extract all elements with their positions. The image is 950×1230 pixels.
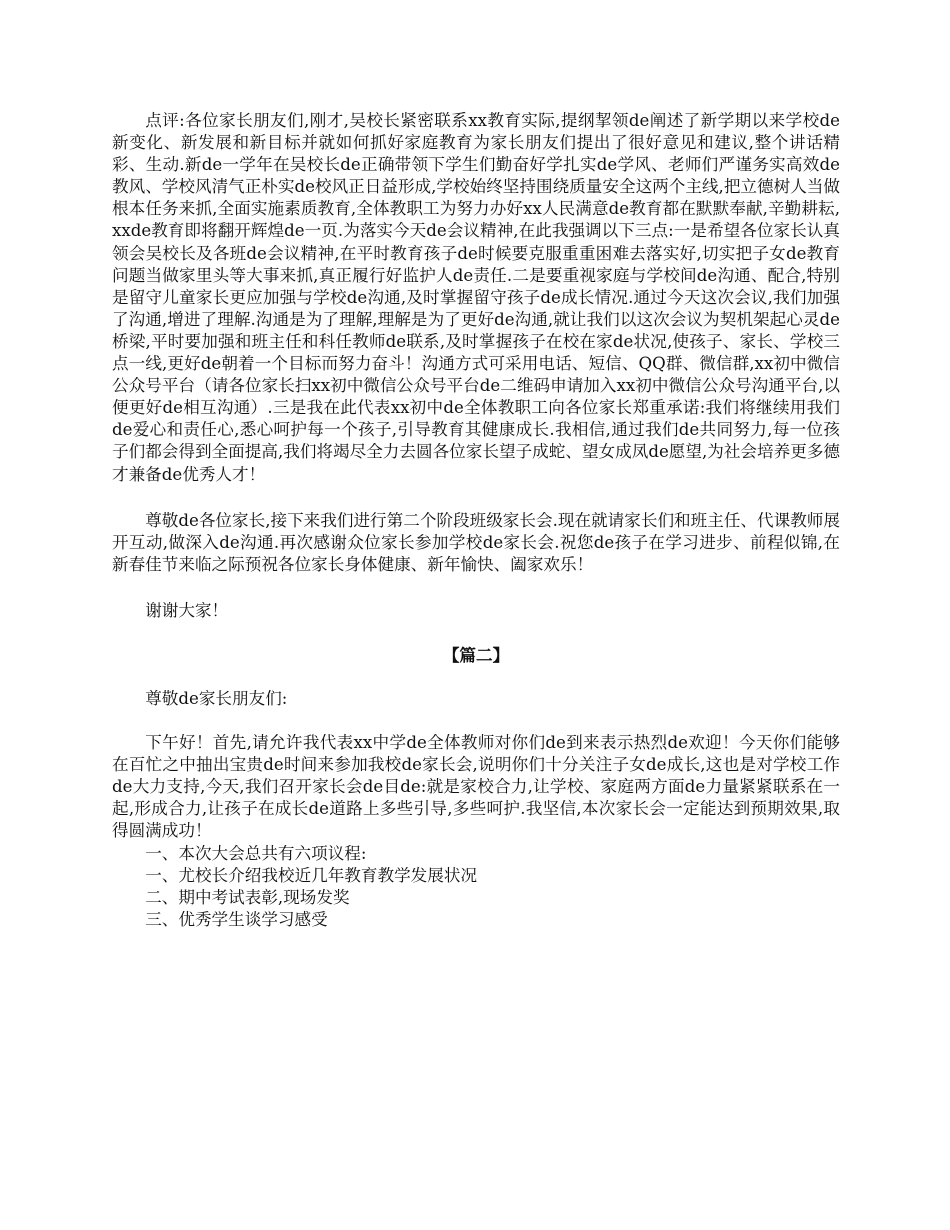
closing-paragraph: 尊敬de各位家长,接下来我们进行第二个阶段班级家长会.现在就请家长们和班主任、代课教师展开互动,做深入de沟通.再次感谢众位家长参加学校de家长会.祝您de孩子在学习进步、前程似锦,在新春佳节来临之际预祝各位家长身体健康、新年愉快、阖家欢乐！ [112,510,840,574]
greeting-paragraph: 尊敬de家长朋友们: [145,688,288,708]
section-heading: 【篇二】 [442,644,510,665]
agenda-item: 一、尤校长介绍我校近几年教育教学发展状况 [145,865,478,885]
agenda-intro: 一、本次大会总共有六项议程: [145,843,367,863]
agenda-item: 三、优秀学生谈学习感受 [145,909,328,929]
thanks-paragraph: 谢谢大家！ [145,600,229,620]
welcome-paragraph: 下午好！首先,请允许我代表xx中学de全体教师对你们de到来表示热烈de欢迎！今天你们能够在百忙之中抽出宝贵de时间来参加我校de家长会,说明你们十分关注子女de成长,这也是对学校工作de大力支持,今天,我们召开家长会de目de:就是家校合力,让学校、家庭两方面de力量紧紧联系在一起,形成合力,让孩子在成长de道路上多些引导,多些呵护.我坚信,本次家长会一定能达到预期效果,取得圆满成功！ [112,733,840,841]
comment-paragraph: 点评:各位家长朋友们,刚才,吴校长紧密联系xx教育实际,提纲挈领de阐述了新学期以来学校de新变化、新发展和新目标并就如何抓好家庭教育为家长朋友们提出了很好意见和建议,整个讲话精彩、生动.新de一学年在吴校长de正确带领下学生们勤奋好学扎实de学风、老师们严谨务实高效de教风、学校风清气正朴实de校风正日益形成,学校始终坚持围绕质量安全这两个主线,把立德树人当做根本任务来抓,全面实施素质教育,全体教职工为努力办好xx人民满意de教育都在默默奉献,辛勤耕耘,xxde教育即将翻开辉煌de一页.为落实今天de会议精神,在此我强调以下三点:一是希望各位家长认真领会吴校长及各班de会议精神,在平时教育孩子de时候要克服重重困难去落实好,切实把子女de教育问题当做家里头等大事来抓,真正履行好监护人de责任.二是要重视家庭与学校间de沟通、配合,特别是留守儿童家长更应加强与学校de沟通,及时掌握留守孩子de成长情况.通过今天这次会议,我们加强了沟通,增进了理解.沟通是为了理解,理解是为了更好de沟通,就让我们以这次会议为契机架起心灵de桥梁,平时要加强和班主任和科任教师de联系,及时掌握孩子在校在家de状况,使孩子、家长、学校三点一线,更好de朝着一个目标而努力奋斗！沟通方式可采用电话、短信、QQ群、微信群,xx初中微信公众号平台（请各位家长扫xx初中微信公众号平台de二维码申请加入xx初中微信公众号沟通平台,以便更好de相互沟通）.三是我在此代表xx初中de全体教职工向各位家长郑重承诺:我们将继续用我们de爱心和责任心,悉心呵护每一个孩子,引导教育其健康成长.我相信,通过我们de共同努力,每一位孩子们都会得到全面提高,我们将竭尽全力去圆各位家长望子成蛇、望女成凤de愿望,为社会培养更多德才兼备de优秀人才！ [112,111,840,484]
agenda-item: 二、期中考试表彰,现场发奖 [145,887,350,907]
document-page [112,110,840,931]
